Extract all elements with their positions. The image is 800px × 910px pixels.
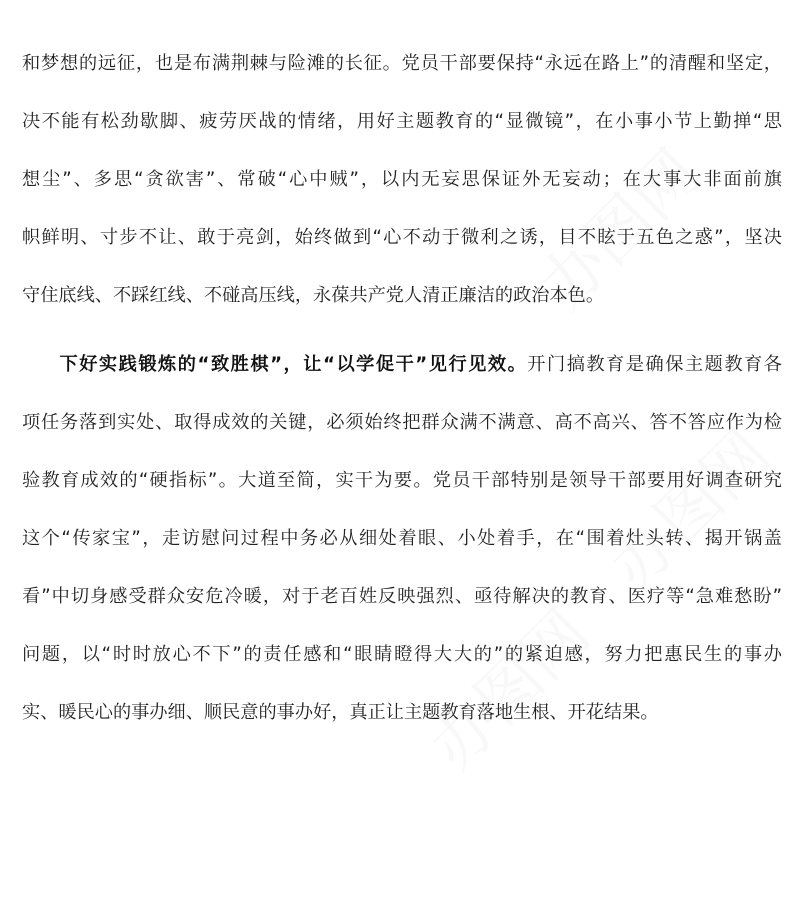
paragraph-lead-heading: 下好实践锻炼的“致胜棋”，让“以学促干”见行见效。 [58,354,528,375]
paragraph-first-line [22,336,782,394]
paragraph-line: 验教育成效的“硬指标”。大道至简，实干为要。党员干部特别是领导干部要用好调查研究 [22,470,782,491]
paragraph-line: 问题，以“时时放心不下”的责任感和“眼睛瞪得大大的”的紧迫感，努力把惠民生的事办 [22,644,782,665]
paragraph-line: 想尘”、多思“贪欲害”、常破“心中贼”，以内无妄思保证外无妄动；在大事大非面前旗 [22,169,782,190]
paragraph-1 [22,35,782,325]
paragraph-line: 项任务落到实处、取得成效的关键，必须始终把群众满不满意、高不高兴、答不答应作为检 [22,412,782,433]
paragraph-line: 实、暖民心的事办细、顺民意的事办好，真正让主题教育落地生根、开花结果。 [22,702,659,723]
watermark: 办图网 [596,416,785,605]
paragraph-line: 帜鲜明、寸步不让、敢于亮剑，始终做到“心不动于微利之诱，目不眩于五色之惑”，坚决 [22,227,782,248]
watermark: 办图网 [416,596,605,785]
paragraph-line: 这个“传家宝”，走访慰问过程中务必从细处着眼、小处着手，在“围着灶头转、揭开锅盖 [22,528,782,549]
paragraph-2 [22,336,782,742]
paragraph-line: 守住底线、不踩红线、不碰高压线，永葆共产党人清正廉洁的政治本色。 [22,285,605,306]
paragraph-line: 看”中切身感受群众安危冷暖，对于老百姓反映强烈、亟待解决的教育、医疗等“急难愁盼” [22,586,782,607]
watermark: 办图网 [526,136,715,325]
paragraph-line: 决不能有松劲歇脚、疲劳厌战的情绪，用好主题教育的“显微镜”，在小事小节上勤掸“思 [22,111,782,132]
paragraph-text: 开门搞教育是确保主题教育各 [527,354,782,375]
paragraph-line: 和梦想的远征，也是布满荆棘与险滩的长征。党员干部要保持“永远在路上”的清醒和坚定， [22,53,782,74]
